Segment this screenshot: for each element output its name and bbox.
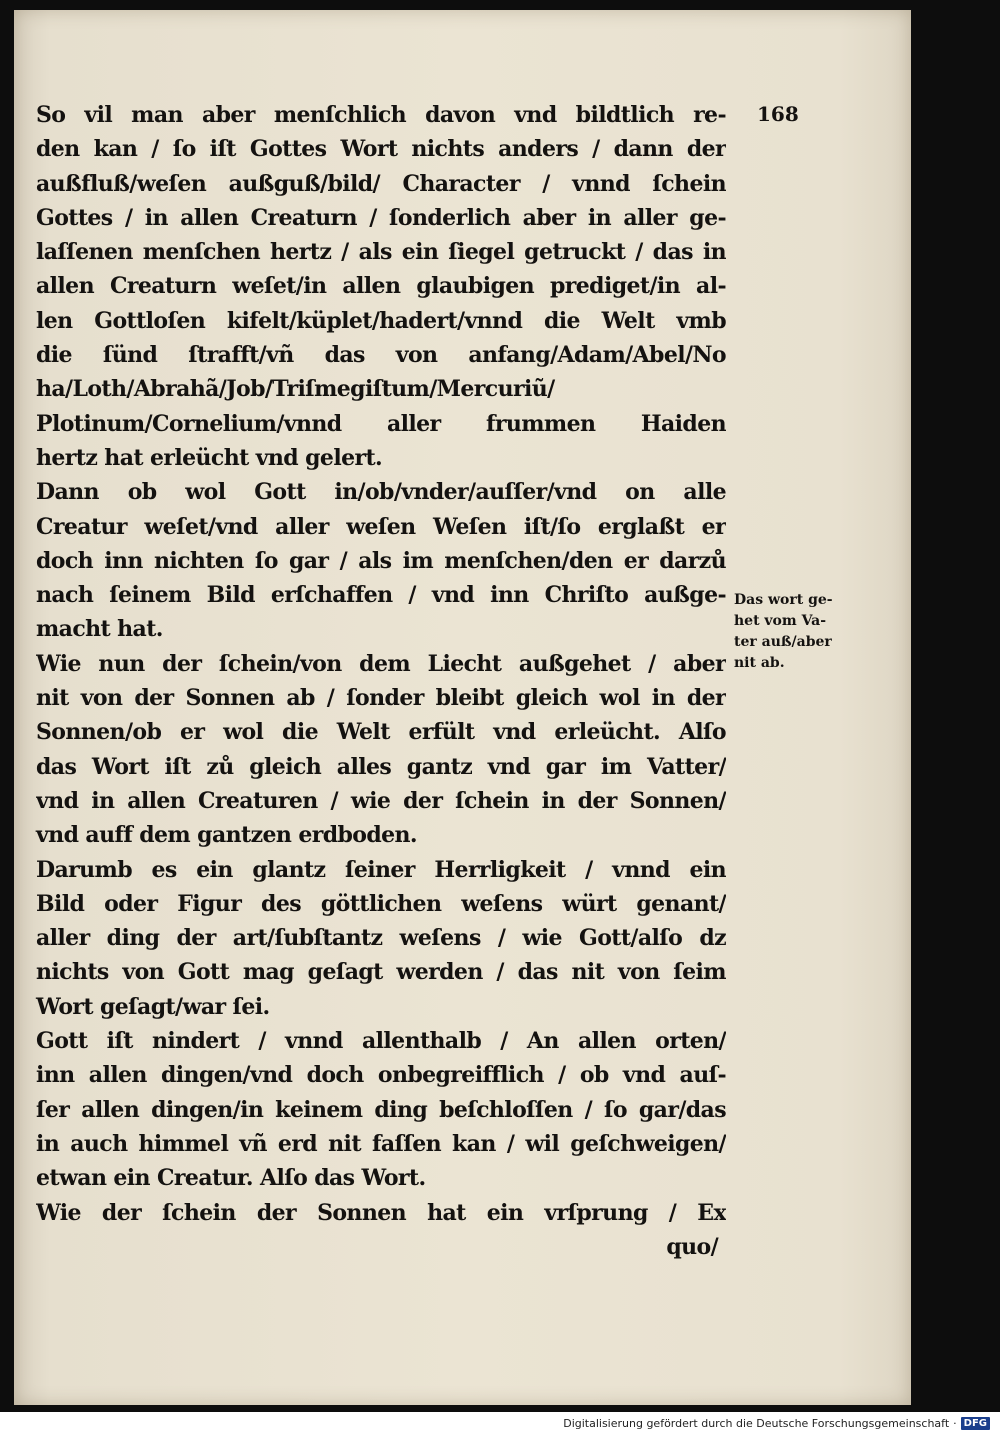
text-line: nit von der Sonnen ab / ſonder bleibt gleich wol in der	[36, 685, 726, 712]
text-line: laſſenen menſchen hertz / als ein ſiegel getruckt / das in	[36, 239, 726, 266]
text-line: inn allen dingen/vnd doch onbegreifflich / ob vnd auſ-	[36, 1062, 726, 1089]
text-line: Gott iſt nindert / vnnd allenthalb / An allen orten/	[36, 1028, 726, 1055]
text-line: Plotinum/Cornelium/vnnd aller frummen Haiden	[36, 410, 726, 437]
marginal-note-line: het vom Va-	[734, 613, 827, 629]
text-line: So vil man aber menſchlich davon vnd bildtlich re-	[36, 102, 726, 128]
text-line: doch inn nichten ſo gar / als im menſchen/den er darzů	[36, 547, 726, 574]
text-line: das Wort iſt zů gleich alles gantz vnd gar im Vatter/	[36, 753, 726, 780]
text-line: len Gottloſen kifelt/küplet/hadert/vnnd die Welt vmb	[36, 307, 726, 334]
text-line: allen Creaturn weſet/in allen glaubigen prediget/in al-	[36, 273, 726, 300]
page-number: 168	[757, 102, 799, 126]
body-text	[36, 98, 726, 1264]
text-line: quo/	[666, 1233, 718, 1260]
marginal-note	[734, 590, 874, 674]
text-line: ſer allen dingen/in keinem ding beſchloſſen / ſo gar/das	[36, 1096, 726, 1123]
text-line: ha/Loth/Abrahã/Job/Triſmegiſtum/Mercuriũ/	[36, 376, 555, 403]
text-line: in auch himmel vñ erd nit faſſen kan / wil geſchweigen/	[36, 1130, 726, 1157]
marginal-note-line: ter auß/aber	[734, 634, 832, 650]
footer-credit-text: Digitalisierung gefördert durch die Deutsche Forschungsgemeinschaft	[563, 1416, 950, 1430]
dfg-logo: DFG	[961, 1417, 990, 1430]
text-line: Gottes / in allen Creaturn / ſonderlich aber in aller ge-	[36, 204, 726, 231]
text-line: Bild oder Figur des göttlichen weſens würt genant/	[36, 890, 726, 917]
text-line: nach ſeinem Bild erſchaffen / vnd inn Chriſto außge-	[36, 582, 726, 609]
text-line: Wie nun der ſchein/von dem Liecht außgehet / aber	[36, 650, 726, 677]
text-line: nichts von Gott mag geſagt werden / das nit von ſeim	[36, 959, 726, 986]
text-line: etwan ein Creatur. Alſo das Wort.	[36, 1165, 426, 1192]
text-line: vnd auff dem gantzen erdboden.	[36, 822, 417, 849]
marginal-note-line: Das wort ge-	[734, 592, 833, 608]
text-line: die ſünd ſtrafft/vñ das von anfang/Adam/Abel/No	[36, 342, 726, 369]
text-line: außfluß/weſen außguß/bild/ Character / vnnd ſchein	[36, 170, 726, 197]
text-line: Wort geſagt/war ſei.	[36, 993, 270, 1020]
text-line: den kan / ſo iſt Gottes Wort nichts anders / dann der	[36, 136, 726, 163]
footer-credit: Digitalisierung gefördert durch die Deutsche Forschungsgemeinschaft · DFG	[563, 1414, 990, 1432]
text-line: Creatur weſet/vnd aller weſen Weſen iſt/ſo erglaßt er	[36, 513, 726, 540]
text-line: Sonnen/ob er wol die Welt erfült vnd erleücht. Alſo	[36, 719, 726, 746]
text-line: hertz hat erleücht vnd gelert.	[36, 444, 383, 471]
text-line: Darumb es ein glantz ſeiner Herrligkeit / vnnd ein	[36, 856, 726, 883]
text-line: Wie der ſchein der Sonnen hat ein vrſprung / Ex	[36, 1199, 726, 1226]
text-line: vnd in allen Creaturen / wie der ſchein in der Sonnen/	[36, 787, 726, 814]
text-line: aller ding der art/ſubſtantz weſens / wie Gott/alſo dz	[36, 925, 726, 952]
marginal-note-line: nit ab.	[734, 655, 785, 671]
text-line: Dann ob wol Gott in/ob/vnder/auſſer/vnd on alle	[36, 479, 726, 506]
text-line: macht hat.	[36, 616, 163, 643]
